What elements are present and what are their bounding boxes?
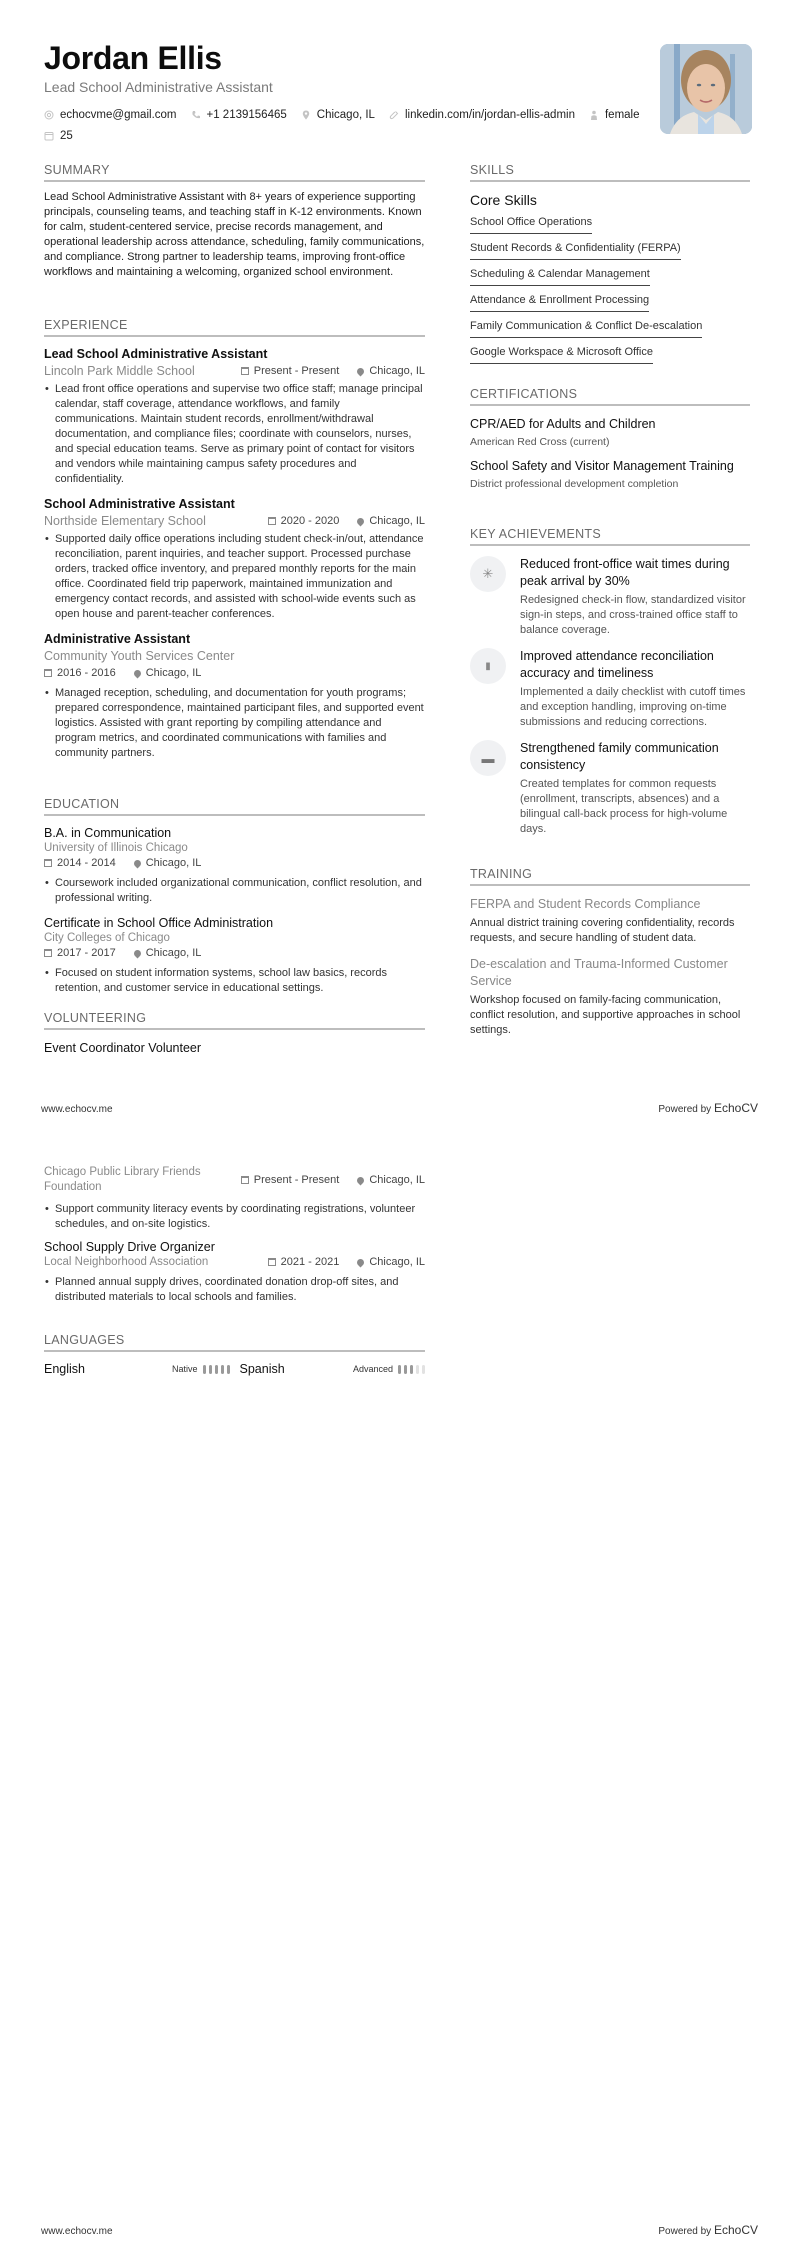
training-name: FERPA and Student Records Compliance bbox=[470, 897, 701, 911]
at-icon bbox=[44, 110, 54, 120]
certifications-section bbox=[470, 387, 750, 490]
sparkle-icon: ✳ bbox=[470, 556, 506, 592]
contact-linkedin[interactable] bbox=[389, 108, 575, 122]
job-dates: 2020 - 2020 bbox=[280, 515, 340, 527]
calendar-icon bbox=[44, 859, 52, 867]
footer-site-link[interactable]: www.echocv.me bbox=[41, 2226, 113, 2237]
volunteer-location: Chicago, IL bbox=[369, 1174, 425, 1186]
employer: Lincoln Park Middle School bbox=[44, 364, 195, 378]
skills-heading: SKILLS bbox=[470, 163, 750, 182]
job-bullet: • Lead front office operations and supervise two office staff; manage principal calendar, staff coverage, attendance workflows, and family communications. Maintain student records, enrollment/withdrawal documentation, and compliance files; coordinate with counselors, nurses, and special education teams. Serve as primary point of contact for visitors and vendors while maintaining campus safety procedures and confidentiality. bbox=[44, 382, 425, 487]
skill-item: Google Workspace & Microsoft Office bbox=[470, 342, 653, 364]
edu-bullet: • Focused on student information systems, school law basics, records retention, and customer service in educational settings. bbox=[44, 966, 425, 996]
degree: Certificate in School Office Administration bbox=[44, 916, 274, 930]
contact-phone-text: +1 2139156465 bbox=[206, 109, 287, 121]
proficiency-bar bbox=[398, 1365, 425, 1374]
footer-powered-by bbox=[658, 2223, 758, 2237]
location-pin-icon bbox=[356, 1175, 366, 1185]
location-pin-icon bbox=[356, 366, 366, 376]
language-item bbox=[240, 1362, 426, 1376]
achievement-title: Strengthened family communication consistency bbox=[520, 741, 719, 772]
brand-name: EchoCV bbox=[713, 1101, 758, 1115]
proficiency-bar bbox=[203, 1365, 230, 1374]
skill-item: Scheduling & Calendar Management bbox=[470, 264, 650, 286]
achievement-title: Reduced front-office wait times during peak arrival by 30% bbox=[520, 557, 730, 588]
cert-issuer: District professional development completion bbox=[470, 478, 679, 490]
powered-by-label: Powered by bbox=[658, 1104, 712, 1115]
experience-heading: EXPERIENCE bbox=[44, 318, 425, 337]
calendar-icon bbox=[268, 517, 276, 525]
document-chart-icon: ▮ bbox=[470, 648, 506, 684]
volunteer-bullet: • Support community literacy events by coordinating registrations, volunteer schedules, and on-site logistics. bbox=[44, 1202, 425, 1232]
chat-bubble-icon: ▬ bbox=[470, 740, 506, 776]
employer: Northside Elementary School bbox=[44, 514, 206, 528]
candidate-name: Jordan Ellis bbox=[44, 40, 222, 76]
achievement-desc: Created templates for common requests (enrollment, transcripts, absences) and a bilingual call-back process for high-volume days. bbox=[520, 778, 728, 835]
volunteer-dates: Present - Present bbox=[253, 1174, 340, 1186]
achievement-desc: Redesigned check-in flow, standardized visitor sign-in steps, and cross-trained office staff to balance coverage. bbox=[520, 594, 746, 636]
job-dates: Present - Present bbox=[253, 365, 340, 377]
training-name: De-escalation and Trauma-Informed Customer Service bbox=[470, 957, 728, 988]
job-title: Administrative Assistant bbox=[44, 632, 191, 646]
education-item bbox=[44, 826, 425, 906]
job-location: Chicago, IL bbox=[145, 667, 202, 679]
volunteer-role: School Supply Drive Organizer bbox=[44, 1240, 215, 1254]
calendar-icon bbox=[268, 1258, 276, 1266]
volunteer-location: Chicago, IL bbox=[369, 1256, 425, 1268]
edu-dates: 2014 - 2014 bbox=[57, 857, 116, 869]
volunteer-role: Event Coordinator Volunteer bbox=[44, 1041, 202, 1055]
achievement-item bbox=[470, 740, 750, 837]
volunteer-org: Chicago Public Library Friends Foundation bbox=[44, 1166, 201, 1193]
location-pin-icon bbox=[132, 948, 142, 958]
training-desc: Annual district training covering confidentiality, records requests, and secure handling of student data. bbox=[470, 917, 735, 944]
achievements-heading: KEY ACHIEVEMENTS bbox=[470, 527, 750, 546]
cert-name: CPR/AED for Adults and Children bbox=[470, 417, 656, 431]
contact-location-text: Chicago, IL bbox=[316, 109, 375, 121]
contact-age bbox=[44, 129, 654, 143]
summary-text: Lead School Administrative Assistant with 8+ years of experience supporting principals, counseling teams, and teaching staff in K-12 environments. Known for calm, student-centered service, precise records management, and operational leadership across attendance, scheduling, family communications, and compliance. Strong partner to leadership teams, improving front-office workflows and maintaining a welcoming, organized school environment. bbox=[44, 191, 425, 278]
job-bullet: • Supported daily office operations including student check-in/out, attendance reconciliation, parent inquiries, and teacher support. Processed purchase orders, tracked office inventory, and prepared monthly reports for the main office. Coordinated field trip paperwork, maintained immunization and emergency contact records, and assisted with school-wide events such as open house and parent-teacher conferences. bbox=[44, 532, 425, 622]
achievement-item bbox=[470, 648, 750, 730]
footer-site-link[interactable]: www.echocv.me bbox=[41, 1104, 113, 1115]
contact-location bbox=[301, 108, 375, 122]
training-desc: Workshop focused on family-facing communication, conflict resolution, and supportive approaches in school settings. bbox=[470, 994, 741, 1036]
volunteer-dates: 2021 - 2021 bbox=[280, 1256, 340, 1268]
location-pin-icon bbox=[356, 1257, 366, 1267]
education-section bbox=[44, 797, 425, 996]
contact-gender-text: female bbox=[604, 109, 640, 121]
cert-name: School Safety and Visitor Management Training bbox=[470, 459, 734, 473]
powered-by-label: Powered by bbox=[658, 2226, 712, 2237]
edu-location: Chicago, IL bbox=[145, 857, 202, 869]
language-name: Spanish bbox=[239, 1362, 285, 1376]
job-title: School Administrative Assistant bbox=[44, 497, 235, 511]
job-dates: 2016 - 2016 bbox=[57, 667, 116, 679]
job-bullet: • Managed reception, scheduling, and documentation for youth programs; prepared correspondence, maintained participant files, and supported event logistics. Assisted with grant reporting by compiling attendance and program metrics, and coordinated communications with families and community partners. bbox=[44, 686, 425, 761]
school: University of Illinois Chicago bbox=[44, 842, 188, 854]
achievement-item bbox=[470, 556, 750, 638]
achievement-desc: Implemented a daily checklist with cutoff times and exception handling, improving on-time submissions and reducing corrections. bbox=[520, 686, 746, 728]
education-heading: EDUCATION bbox=[44, 797, 425, 816]
calendar-icon bbox=[44, 669, 52, 677]
skill-item: Attendance & Enrollment Processing bbox=[470, 290, 649, 312]
skill-item: School Office Operations bbox=[470, 212, 592, 234]
achievements-section bbox=[470, 527, 750, 837]
job-location: Chicago, IL bbox=[369, 515, 425, 527]
brand-name: EchoCV bbox=[713, 2223, 758, 2237]
edu-location: Chicago, IL bbox=[145, 947, 202, 959]
location-pin-icon bbox=[356, 516, 366, 526]
school: City Colleges of Chicago bbox=[44, 932, 170, 944]
location-pin-icon bbox=[301, 110, 311, 120]
experience-item bbox=[44, 632, 425, 761]
portrait-image bbox=[660, 44, 752, 134]
calendar-icon bbox=[44, 949, 52, 957]
contact-gender bbox=[589, 108, 640, 122]
job-title: Lead School Administrative Assistant bbox=[44, 347, 268, 361]
person-icon bbox=[589, 110, 599, 120]
training-section bbox=[470, 867, 750, 1038]
languages-section bbox=[44, 1333, 425, 1376]
skill-item: Family Communication & Conflict De-escalation bbox=[470, 316, 702, 338]
volunteering-section bbox=[44, 1011, 425, 1055]
location-pin-icon bbox=[132, 668, 142, 678]
education-item bbox=[44, 916, 425, 996]
link-icon bbox=[389, 110, 399, 120]
footer-powered-by bbox=[658, 1101, 758, 1115]
language-level: Native bbox=[171, 1364, 198, 1374]
languages-heading: LANGUAGES bbox=[44, 1333, 425, 1352]
experience-item bbox=[44, 497, 425, 622]
achievement-title: Improved attendance reconciliation accuracy and timeliness bbox=[520, 649, 714, 680]
calendar-icon bbox=[44, 131, 54, 141]
volunteering-heading: VOLUNTEERING bbox=[44, 1011, 425, 1030]
contact-phone[interactable] bbox=[191, 108, 287, 122]
contact-list bbox=[44, 108, 654, 143]
experience-item bbox=[44, 347, 425, 487]
summary-heading: SUMMARY bbox=[44, 163, 425, 182]
skills-section bbox=[470, 163, 750, 364]
volunteer-org: Local Neighborhood Association bbox=[44, 1256, 209, 1268]
training-heading: TRAINING bbox=[470, 867, 750, 886]
calendar-icon bbox=[241, 1176, 249, 1184]
language-item bbox=[44, 1362, 230, 1376]
language-level: Advanced bbox=[352, 1364, 393, 1374]
calendar-icon bbox=[241, 367, 249, 375]
volunteering-continued bbox=[44, 1162, 425, 1305]
certifications-heading: CERTIFICATIONS bbox=[470, 387, 750, 406]
contact-email-text: echocvme@gmail.com bbox=[60, 109, 177, 121]
skills-group-title: Core Skills bbox=[470, 192, 537, 208]
degree: B.A. in Communication bbox=[44, 826, 172, 840]
contact-linkedin-text: linkedin.com/in/jordan-ellis-admin bbox=[404, 109, 575, 121]
location-pin-icon bbox=[132, 858, 142, 868]
profile-photo bbox=[660, 44, 752, 134]
experience-section bbox=[44, 318, 425, 761]
cert-issuer: American Red Cross (current) bbox=[470, 436, 610, 448]
language-name: English bbox=[44, 1362, 85, 1376]
contact-email[interactable] bbox=[44, 108, 177, 122]
phone-icon bbox=[191, 110, 201, 120]
volunteer-bullet: • Planned annual supply drives, coordinated donation drop-off sites, and distributed materials to local schools and families. bbox=[44, 1275, 425, 1305]
edu-dates: 2017 - 2017 bbox=[57, 947, 116, 959]
edu-bullet: • Coursework included organizational communication, conflict resolution, and professional writing. bbox=[44, 876, 425, 906]
skill-item: Student Records & Confidentiality (FERPA) bbox=[470, 238, 681, 260]
employer: Community Youth Services Center bbox=[44, 649, 235, 663]
job-location: Chicago, IL bbox=[369, 365, 425, 377]
contact-age-text: 25 bbox=[60, 130, 73, 142]
summary-section bbox=[44, 163, 425, 280]
candidate-title: Lead School Administrative Assistant bbox=[44, 79, 273, 95]
